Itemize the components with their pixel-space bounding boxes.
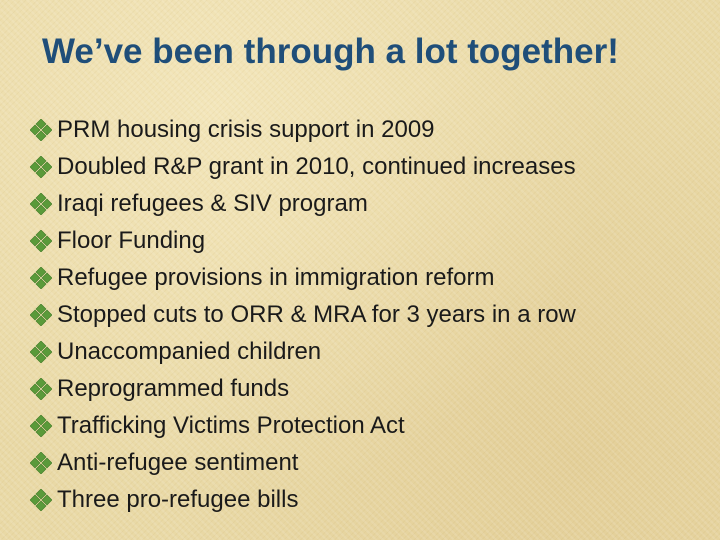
diamond-bullet-icon (30, 230, 52, 252)
bullet-text: PRM housing crisis support in 2009 (57, 116, 435, 143)
diamond-bullet-icon (30, 489, 52, 511)
diamond-bullet-icon (30, 156, 52, 178)
bullet-item (30, 259, 710, 296)
diamond-bullet-icon (30, 304, 52, 326)
bullet-text: Floor Funding (57, 227, 206, 254)
bullet-item (30, 444, 710, 481)
bullet-text: Stopped cuts to ORR & MRA for 3 years in a row (57, 301, 576, 328)
bullet-item (30, 407, 710, 444)
bullet-text: Trafficking Victims Protection Act (57, 412, 405, 439)
bullet-text: Refugee provisions in immigration reform (57, 264, 495, 291)
bullet-text: Anti-refugee sentiment (57, 449, 299, 476)
diamond-bullet-icon (30, 415, 52, 437)
diamond-bullet-icon (30, 267, 52, 289)
diamond-bullet-icon (30, 193, 52, 215)
bullet-item (30, 481, 710, 518)
bullet-text: Iraqi refugees & SIV program (57, 190, 368, 217)
bullet-item (30, 185, 710, 222)
slide-title: We’ve been through a lot together! (42, 32, 619, 71)
diamond-bullet-icon (30, 119, 52, 141)
bullet-text: Reprogrammed funds (57, 375, 290, 402)
bullet-text: Unaccompanied children (57, 338, 322, 365)
bullet-item (30, 296, 710, 333)
bullet-item (30, 370, 710, 407)
diamond-bullet-icon (30, 341, 52, 363)
bullet-text: Doubled R&P grant in 2010, continued increases (57, 153, 576, 180)
bullet-item (30, 333, 710, 370)
bullet-item (30, 222, 710, 259)
bullet-text: Three pro-refugee bills (57, 486, 299, 513)
diamond-bullet-icon (30, 452, 52, 474)
diamond-bullet-icon (30, 378, 52, 400)
bullet-list (30, 111, 710, 518)
bullet-item (30, 111, 710, 148)
bullet-item (30, 148, 710, 185)
